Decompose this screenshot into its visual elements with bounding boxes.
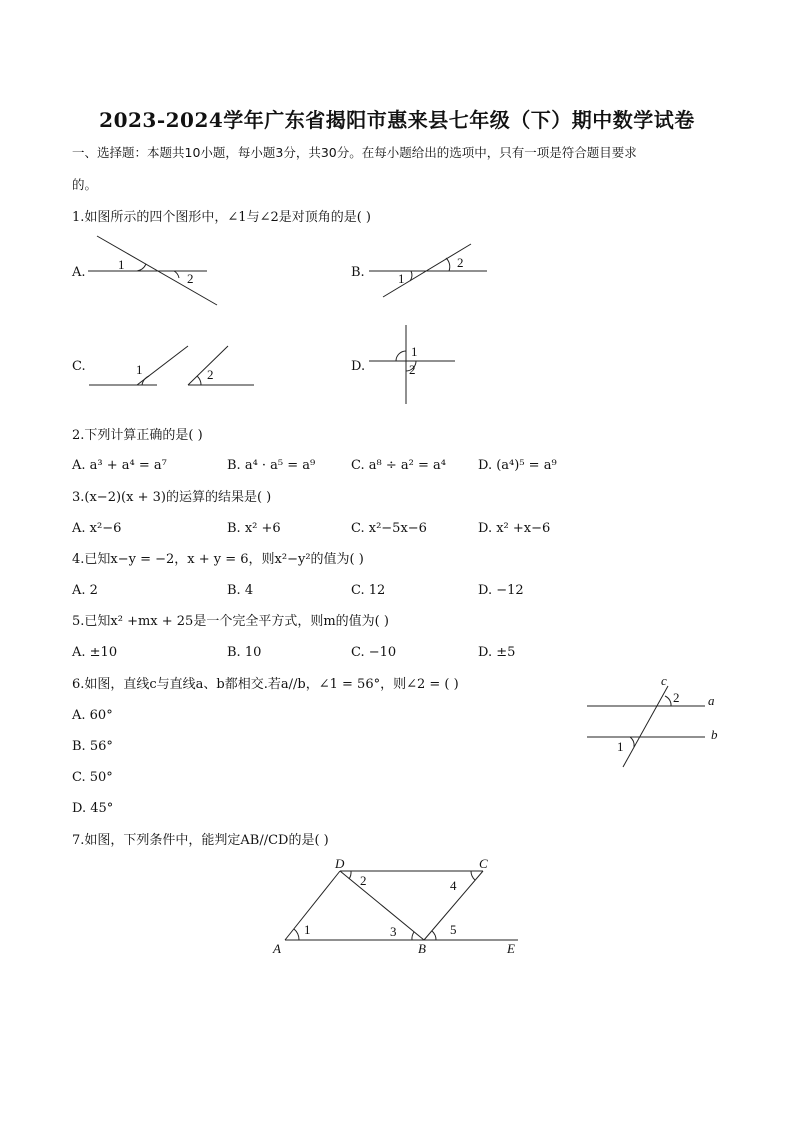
q4-option-d[interactable]: D. −12 [478, 583, 524, 598]
q6-line-c-label: c [661, 673, 667, 688]
q5-option-b[interactable]: B. 10 [227, 645, 262, 660]
q6-option-a[interactable]: A. 60° [72, 708, 113, 723]
q3-option-a[interactable]: A. x²−6 [72, 521, 122, 536]
q1b-angle2-label: 2 [457, 255, 464, 270]
q1-option-c[interactable]: C. [72, 359, 86, 374]
q7-angle2-label: 2 [360, 873, 367, 888]
q4-stem: 4.已知x−y = −2，x + y = 6，则x²−y²的值为( ) [72, 552, 364, 567]
q7-angle1-label: 1 [304, 922, 311, 937]
q6-line-b-label: b [711, 727, 718, 742]
q6-option-c[interactable]: C. 50° [72, 770, 113, 785]
q3-option-d[interactable]: D. x² +x−6 [478, 521, 551, 536]
q7-angle5-label: 5 [450, 922, 457, 937]
q2-option-c[interactable]: C. a⁸ ÷ a² = a⁴ [351, 458, 446, 473]
q7-angle4-label: 4 [450, 878, 457, 893]
q1d-angle2-label: 2 [409, 362, 416, 377]
q6-line-a-label: a [708, 693, 715, 708]
q4-option-c[interactable]: C. 12 [351, 583, 386, 598]
q6-angle1-label: 1 [617, 739, 624, 754]
q6-option-d[interactable]: D. 45° [72, 801, 114, 816]
q5-option-a[interactable]: A. ±10 [72, 645, 118, 660]
section-instructions-line1: 一、选择题：本题共10小题，每小题3分，共30分。在每小题给出的选项中，只有一项是符合题目要求 [72, 145, 637, 160]
q1-stem: 1.如图所示的四个图形中，∠1与∠2是对顶角的是( ) [72, 210, 372, 225]
section-instructions-line2: 的。 [72, 177, 98, 192]
q1a-angle2-label: 2 [187, 271, 194, 286]
q7-point-d-label: D [335, 856, 345, 871]
q4-option-b[interactable]: B. 4 [227, 583, 254, 598]
q2-option-a[interactable]: A. a³ + a⁴ = a⁷ [72, 458, 167, 473]
q5-option-d[interactable]: D. ±5 [478, 645, 516, 660]
q2-stem: 2.下列计算正确的是( ) [72, 428, 203, 443]
q2-option-b[interactable]: B. a⁴ · a⁵ = a⁹ [227, 458, 316, 473]
q4-option-a[interactable]: A. 2 [72, 583, 98, 598]
q1-option-a[interactable]: A. [72, 265, 86, 280]
q6-angle2-label: 2 [673, 690, 680, 705]
q1b-angle1-label: 1 [398, 271, 405, 286]
q7-point-b-label: B [418, 941, 426, 956]
q1c-angle1-label: 1 [136, 362, 143, 377]
q1-option-b[interactable]: B. [351, 265, 365, 280]
q1c-angle2-label: 2 [207, 367, 214, 382]
q3-option-b[interactable]: B. x² +6 [227, 521, 281, 536]
q3-option-c[interactable]: C. x²−5x−6 [351, 521, 427, 536]
q5-stem: 5.已知x² +mx + 25是一个完全平方式，则m的值为( ) [72, 614, 389, 629]
q6-option-b[interactable]: B. 56° [72, 739, 113, 754]
q3-stem: 3.(x−2)(x + 3)的运算的结果是( ) [72, 490, 272, 505]
q7-point-a-label: A [273, 941, 281, 956]
q1d-angle1-label: 1 [411, 344, 418, 359]
q6-stem: 6.如图，直线c与直线a、b都相交.若a//b，∠1 = 56°，则∠2 = ( ) [72, 677, 459, 692]
q1a-angle1-label: 1 [118, 257, 125, 272]
q7-point-c-label: C [479, 856, 488, 871]
q7-point-e-label: E [507, 941, 515, 956]
page-title: 2023-2024学年广东省揭阳市惠来县七年级（下）期中数学试卷 [99, 108, 695, 132]
q1-option-d[interactable]: D. [351, 359, 366, 374]
q2-option-d[interactable]: D. (a⁴)⁵ = a⁹ [478, 458, 557, 473]
q5-option-c[interactable]: C. −10 [351, 645, 397, 660]
q7-stem: 7.如图，下列条件中，能判定AB//CD的是( ) [72, 833, 329, 848]
q7-angle3-label: 3 [390, 924, 397, 939]
